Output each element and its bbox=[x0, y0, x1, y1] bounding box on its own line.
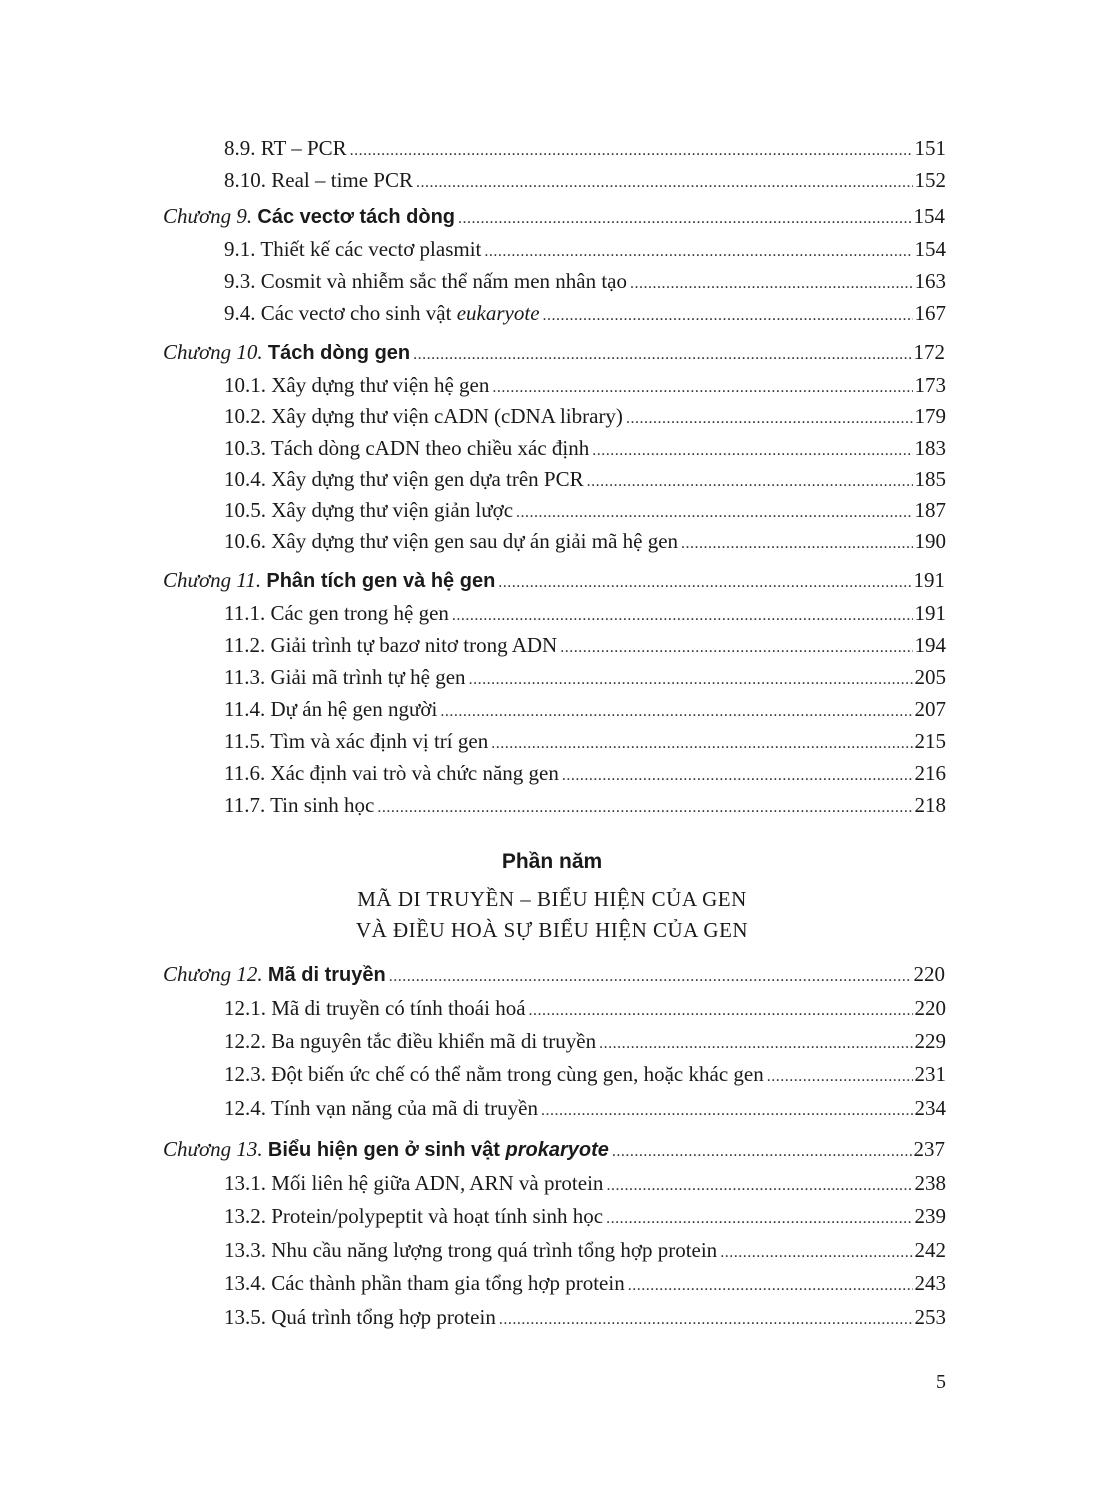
section-entry bbox=[224, 300, 946, 329]
chapter-heading bbox=[163, 203, 455, 230]
page-ref: 229 bbox=[914, 1029, 946, 1053]
leader-dots bbox=[498, 570, 911, 596]
leader-dots bbox=[720, 1240, 912, 1266]
section-label bbox=[224, 1061, 764, 1087]
section-label bbox=[224, 600, 449, 626]
section-label bbox=[224, 497, 513, 523]
chapter-heading bbox=[163, 961, 386, 988]
page-ref: 154 bbox=[913, 204, 945, 228]
section-label-text: 13.1. Mối liên hệ giữa ADN, ARN và protein bbox=[224, 1171, 604, 1195]
section-label-text: 10.6. Xây dựng thư viện gen sau dự án giải mã hệ gen bbox=[224, 529, 679, 553]
chapter-entry bbox=[163, 567, 945, 596]
leader-dots bbox=[606, 1173, 912, 1199]
chapter-heading bbox=[163, 1136, 609, 1163]
section-label-text: 9.4. Các vectơ cho sinh vật bbox=[224, 301, 457, 325]
section-label-text: 12.3. Đột biến ức chế có thể nằm trong cùng gen, hoặc khác gen bbox=[224, 1062, 764, 1086]
section-label bbox=[224, 135, 347, 161]
leader-dots bbox=[440, 699, 912, 725]
page-ref: 194 bbox=[914, 633, 946, 657]
leader-dots bbox=[587, 469, 913, 495]
section-entry bbox=[224, 600, 946, 629]
leader-dots bbox=[469, 667, 913, 693]
section-entry bbox=[224, 372, 946, 401]
page-ref: 187 bbox=[914, 498, 946, 522]
section-entry bbox=[224, 1304, 946, 1333]
section-entry bbox=[224, 664, 946, 693]
section-entry bbox=[224, 167, 946, 196]
page-ref: 243 bbox=[914, 1271, 946, 1295]
section-entry bbox=[224, 632, 946, 661]
chapter-prefix: Chương 13. bbox=[163, 1137, 263, 1161]
chapter-title: Các vectơ tách dòng bbox=[257, 206, 456, 228]
section-label bbox=[224, 760, 559, 786]
chapter-heading bbox=[163, 567, 495, 594]
page-ref: 172 bbox=[913, 340, 945, 364]
chapter-title: Phân tích gen và hệ gen bbox=[266, 570, 496, 592]
section-entry bbox=[224, 728, 946, 757]
leader-dots bbox=[628, 1273, 913, 1299]
section-label bbox=[224, 528, 678, 554]
section-label-text: 13.5. Quá trình tổng hợp protein bbox=[224, 1305, 496, 1329]
leader-dots bbox=[416, 170, 913, 196]
chapter-entry bbox=[163, 203, 945, 232]
section-label-text: 11.1. Các gen trong hệ gen bbox=[224, 601, 449, 625]
section-entry bbox=[224, 528, 946, 557]
leader-dots bbox=[560, 635, 912, 661]
section-label bbox=[224, 1270, 625, 1296]
leader-dots bbox=[350, 138, 913, 164]
page-ref: 216 bbox=[914, 761, 946, 785]
section-label bbox=[224, 268, 627, 294]
section-entry bbox=[224, 792, 946, 821]
chapter-prefix: Chương 12. bbox=[163, 962, 263, 986]
part-title: Phần năm bbox=[501, 850, 603, 873]
page-ref: 215 bbox=[914, 729, 946, 753]
page-ref: 163 bbox=[914, 269, 946, 293]
page-ref: 242 bbox=[914, 1238, 946, 1262]
leader-dots bbox=[458, 206, 911, 232]
section-entry bbox=[224, 1237, 946, 1266]
chapter-prefix: Chương 10. bbox=[163, 340, 263, 364]
leader-dots bbox=[452, 603, 913, 629]
section-label-text: 11.4. Dự án hệ gen người bbox=[224, 697, 438, 721]
section-entry bbox=[224, 466, 946, 495]
leader-dots bbox=[767, 1064, 913, 1090]
page-ref: 239 bbox=[914, 1204, 946, 1228]
leader-dots bbox=[541, 1098, 913, 1124]
section-label bbox=[224, 728, 488, 754]
leader-dots bbox=[491, 731, 912, 757]
section-label bbox=[224, 792, 374, 818]
page-ref: 220 bbox=[913, 962, 945, 986]
section-entry bbox=[224, 1095, 946, 1124]
section-label bbox=[224, 632, 557, 658]
section-label bbox=[224, 1170, 603, 1196]
page-ref: 237 bbox=[913, 1137, 945, 1161]
section-label bbox=[224, 1304, 496, 1330]
leader-dots bbox=[529, 998, 913, 1024]
section-entry bbox=[224, 135, 946, 164]
chapter-title-italic: prokaryote bbox=[505, 1139, 609, 1161]
page-ref: 205 bbox=[914, 665, 946, 689]
section-entry bbox=[224, 236, 946, 265]
section-label-text: 9.3. Cosmit và nhiễm sắc thể nấm men nhân tạo bbox=[224, 269, 627, 293]
page-ref: 152 bbox=[914, 168, 946, 192]
leader-dots bbox=[377, 795, 912, 821]
page-ref: 238 bbox=[914, 1171, 946, 1195]
section-entry bbox=[224, 760, 946, 789]
leader-dots bbox=[516, 500, 912, 526]
section-label bbox=[224, 1237, 717, 1263]
section-label-text: 8.10. Real – time PCR bbox=[224, 168, 413, 192]
section-label bbox=[224, 236, 481, 262]
section-entry bbox=[224, 1170, 946, 1199]
page-ref: 253 bbox=[914, 1305, 946, 1329]
section-label bbox=[224, 995, 526, 1021]
leader-dots bbox=[612, 1139, 912, 1165]
chapter-title: Tách dòng gen bbox=[267, 342, 411, 364]
section-label bbox=[224, 403, 623, 429]
section-entry bbox=[224, 403, 946, 432]
section-label-text: 10.4. Xây dựng thư viện gen dựa trên PCR bbox=[224, 467, 584, 491]
page-ref: 191 bbox=[913, 568, 945, 592]
chapter-entry bbox=[163, 1136, 945, 1165]
leader-dots bbox=[606, 1206, 912, 1232]
section-label-text: 10.2. Xây dựng thư viện cADN (cDNA library) bbox=[224, 404, 623, 428]
section-entry bbox=[224, 995, 946, 1024]
section-entry bbox=[224, 1270, 946, 1299]
section-label-text: 12.2. Ba nguyên tắc điều khiển mã di truyền bbox=[224, 1029, 597, 1053]
section-label-italic: eukaryote bbox=[456, 301, 540, 325]
page-ref: 185 bbox=[914, 467, 946, 491]
leader-dots bbox=[543, 303, 913, 329]
leader-dots bbox=[562, 763, 913, 789]
page-ref: 167 bbox=[914, 301, 946, 325]
section-entry bbox=[224, 435, 946, 464]
page-ref: 151 bbox=[914, 136, 946, 160]
section-label bbox=[224, 1095, 538, 1121]
section-label bbox=[224, 435, 589, 461]
section-label-text: 13.3. Nhu cầu năng lượng trong quá trình tổng hợp protein bbox=[224, 1238, 718, 1262]
page-ref: 191 bbox=[914, 601, 946, 625]
page-ref: 207 bbox=[914, 697, 946, 721]
part-subtitle-line-1: MÃ DI TRUYỀN – BIỂU HIỆN CỦA GEN bbox=[357, 887, 747, 911]
section-entry bbox=[224, 497, 946, 526]
leader-dots bbox=[499, 1307, 913, 1333]
section-entry bbox=[224, 268, 946, 297]
section-entry bbox=[224, 1028, 946, 1057]
section-entry bbox=[224, 696, 946, 725]
section-label-text: 10.3. Tách dòng cADN theo chiều xác định bbox=[224, 436, 590, 460]
section-label-text: 8.9. RT – PCR bbox=[224, 136, 347, 160]
page-ref: 154 bbox=[914, 237, 946, 261]
section-label-text: 9.1. Thiết kế các vectơ plasmit bbox=[224, 237, 482, 261]
leader-dots bbox=[413, 342, 911, 368]
leader-dots bbox=[599, 1031, 912, 1057]
chapter-heading bbox=[163, 339, 410, 366]
page-ref: 183 bbox=[914, 436, 946, 460]
leader-dots bbox=[492, 375, 912, 401]
section-label-text: 12.1. Mã di truyền có tính thoái hoá bbox=[224, 996, 526, 1020]
section-label bbox=[224, 466, 584, 492]
part-subtitle-line-2: VÀ ĐIỀU HOÀ SỰ BIỂU HIỆN CỦA GEN bbox=[355, 918, 749, 942]
page-ref: 190 bbox=[914, 529, 946, 553]
page-ref: 173 bbox=[914, 373, 946, 397]
section-label-text: 11.5. Tìm và xác định vị trí gen bbox=[224, 729, 489, 753]
page-ref: 179 bbox=[914, 404, 946, 428]
leader-dots bbox=[389, 964, 912, 990]
page-ref: 218 bbox=[914, 793, 946, 817]
leader-dots bbox=[681, 531, 912, 557]
page-ref: 231 bbox=[914, 1062, 946, 1086]
chapter-title: Biểu hiện gen ở sinh vật bbox=[267, 1139, 506, 1161]
section-label bbox=[224, 664, 466, 690]
section-label-text: 11.7. Tin sinh học bbox=[224, 793, 375, 817]
page-ref: 234 bbox=[914, 1096, 946, 1120]
chapter-entry bbox=[163, 961, 945, 990]
section-label bbox=[224, 167, 413, 193]
section-label bbox=[224, 1203, 603, 1229]
chapter-title: Mã di truyền bbox=[267, 964, 386, 986]
section-label-text: 10.5. Xây dựng thư viện giản lược bbox=[224, 498, 514, 522]
section-label-text: 13.4. Các thành phần tham gia tổng hợp protein bbox=[224, 1271, 625, 1295]
chapter-prefix: Chương 11. bbox=[163, 568, 262, 592]
page-number: 5 bbox=[936, 1371, 946, 1393]
chapter-prefix: Chương 9. bbox=[163, 204, 253, 228]
section-label-text: 10.1. Xây dựng thư viện hệ gen bbox=[224, 373, 490, 397]
leader-dots bbox=[626, 406, 913, 432]
leader-dots bbox=[630, 271, 913, 297]
page-ref: 220 bbox=[914, 996, 946, 1020]
section-label-text: 13.2. Protein/polypeptit và hoạt tính sinh học bbox=[224, 1204, 604, 1228]
section-label bbox=[224, 1028, 596, 1054]
section-label bbox=[224, 372, 489, 398]
section-entry bbox=[224, 1203, 946, 1232]
section-label bbox=[224, 696, 437, 722]
chapter-entry bbox=[163, 339, 945, 368]
leader-dots bbox=[484, 239, 912, 265]
leader-dots bbox=[592, 438, 912, 464]
section-label-text: 11.6. Xác định vai trò và chức năng gen bbox=[224, 761, 559, 785]
section-label-text: 12.4. Tính vạn năng của mã di truyền bbox=[224, 1096, 538, 1120]
section-label-text: 11.3. Giải mã trình tự hệ gen bbox=[224, 665, 466, 689]
section-label-text: 11.2. Giải trình tự bazơ nitơ trong ADN bbox=[224, 633, 558, 657]
section-entry bbox=[224, 1061, 946, 1090]
section-label bbox=[224, 300, 540, 326]
